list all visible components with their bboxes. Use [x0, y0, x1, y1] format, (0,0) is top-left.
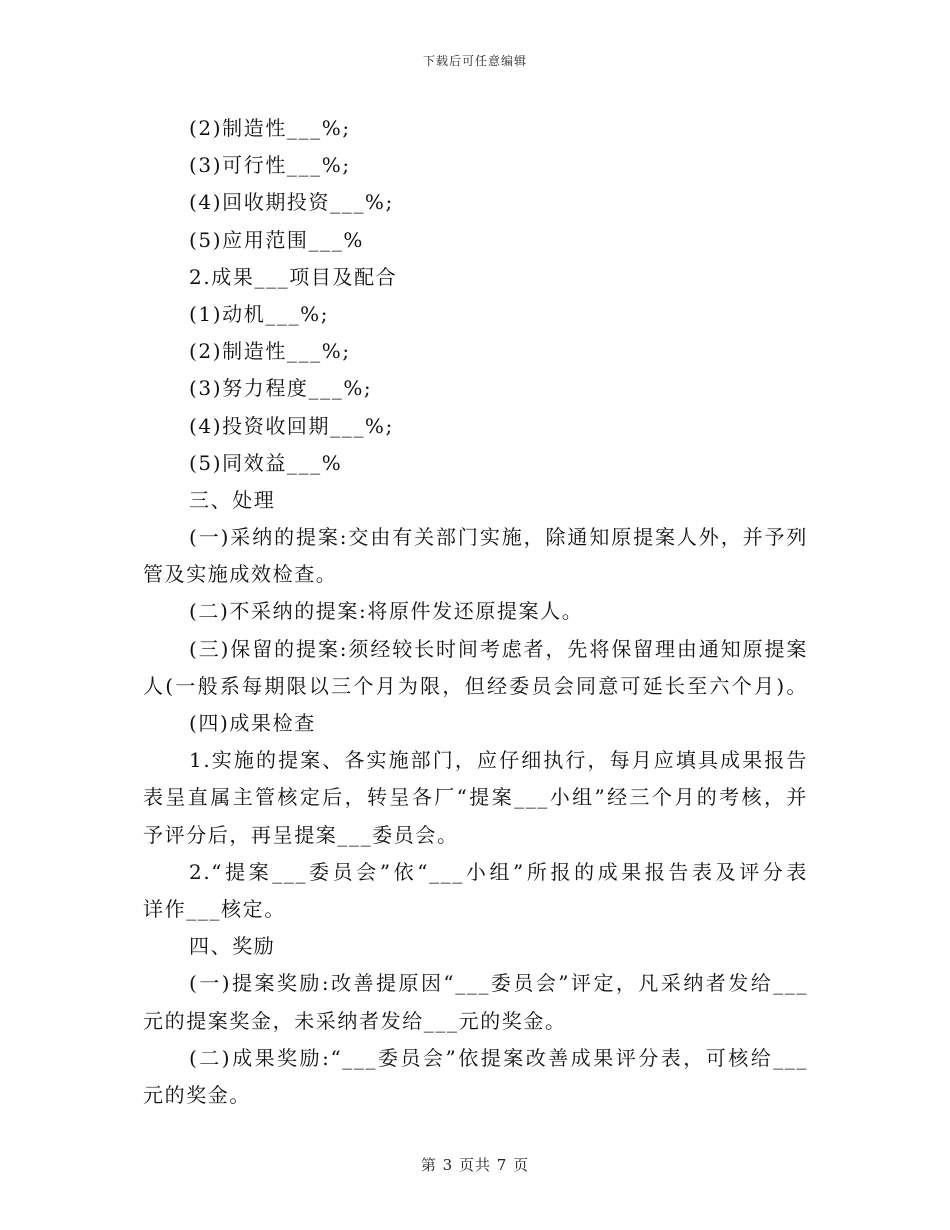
paragraph-line: (三)保留的提案:须经较长时间考虑者，先将保留理由通知原提案 — [189, 636, 808, 661]
paragraph-line: 1.实施的提案、各实施部门，应仔细执行，每月应填具成果报告 — [189, 748, 808, 773]
paragraph-line: (二)成果奖励:“___委员会”依提案改善成果评分表，可核给___ — [189, 1045, 808, 1070]
paragraph-line: 表呈直属主管核定后，转呈各厂“提案___小组”经三个月的考核，并 — [143, 785, 808, 810]
paragraph-line: 元的提案奖金，未采纳者发给___元的奖金。 — [143, 1008, 567, 1033]
paragraph-line: (2)制造性___%; — [189, 116, 351, 140]
paragraph-line: (一)提案奖励:改善提原因“___委员会”评定，凡采纳者发给___ — [189, 971, 808, 996]
paragraph-line: (二)不采纳的提案:将原件发还原提案人。 — [189, 599, 584, 624]
paragraph-line: (3)努力程度___%; — [189, 376, 373, 401]
paragraph-line: (一)采纳的提案:交由有关部门实施，除通知原提案人外，并予列 — [189, 525, 808, 550]
paragraph-line: (4)回收期投资___%; — [189, 190, 394, 215]
paragraph-line: 2.“提案___委员会”依“___小组”所报的成果报告表及评分表 — [189, 859, 808, 884]
paragraph-line: (5)应用范围___% — [189, 227, 364, 252]
paragraph-line: 管及实施成效检查。 — [143, 562, 338, 587]
paragraph-line: 元的奖金。 — [143, 1082, 251, 1107]
paragraph-line: (2)制造性___%; — [189, 339, 351, 364]
paragraph-line: 详作___核定。 — [143, 896, 286, 921]
paragraph-line: (1)动机___%; — [189, 301, 330, 326]
paragraph-line: 予评分后，再呈提案___委员会。 — [143, 822, 459, 847]
section-heading: 三、处理 — [189, 487, 276, 512]
page-number-footer: 第 3 页共 7 页 — [420, 1156, 530, 1174]
page-header: 下载后可任意编辑 — [422, 54, 527, 68]
section-heading: 四、奖励 — [189, 934, 276, 959]
section-heading: (四)成果检查 — [189, 711, 316, 735]
paragraph-line: 人(一般系每期限以三个月为限，但经委员会同意可延长至六个月)。 — [143, 673, 808, 698]
document-body — [143, 110, 808, 1114]
paragraph-line: (5)同效益___% — [189, 450, 343, 475]
paragraph-line: (4)投资收回期___%; — [189, 413, 394, 438]
section-heading: 2.成果___项目及配合 — [189, 264, 398, 289]
paragraph-line: (3)可行性___%; — [189, 153, 351, 178]
